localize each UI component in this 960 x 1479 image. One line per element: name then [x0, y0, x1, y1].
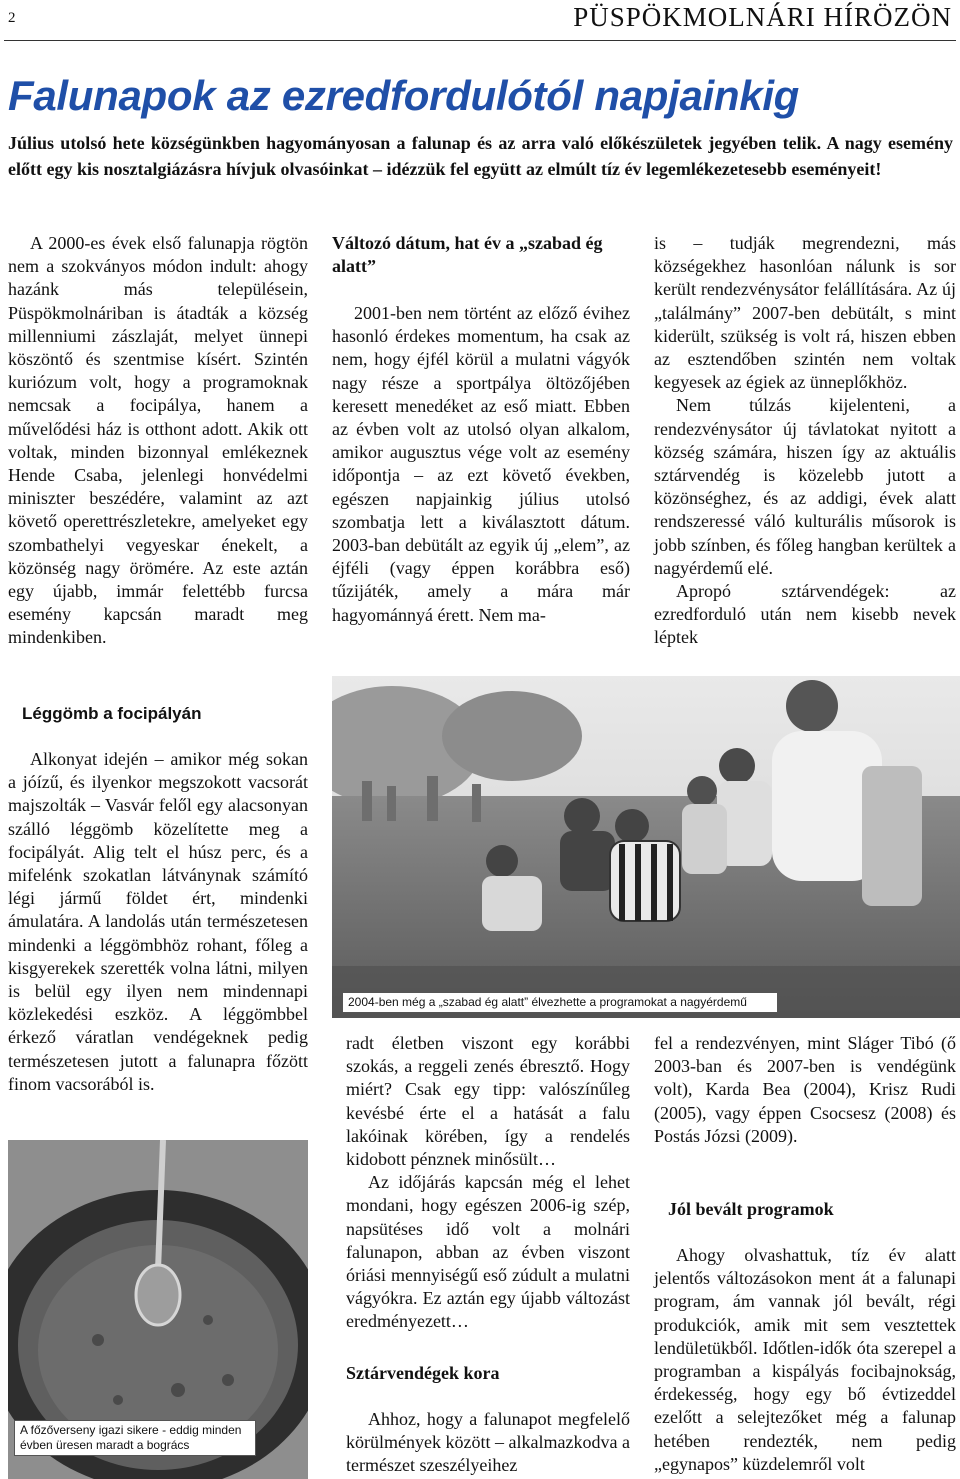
pot-photo — [8, 1140, 308, 1479]
article-lead: Július utolsó hete községünkben hagyományosan a falunap és az arra való előkészületek jegyében telik. A nagy esemény előtt egy kis nosztalgiázásra hívjuk olvasóinkat – idézzük fel együtt az elmúlt tíz év legemlékezetesebb eseményeit! — [8, 133, 953, 179]
column-3-bottom — [654, 1032, 956, 1148]
subhead-programs: Jól bevált programok — [668, 1199, 834, 1219]
festival-photo-image — [332, 676, 960, 1018]
paragraph: 2001-ben nem történt az előző évihez hasonló érdekes momentum, ha csak az nem, hogy éjfél körül a mulatni vágyók nagy része a sportpálya öltözőjében keresett menedéket az eső miatt. Ebben az évben volt az utolsó olyan alkalom, amikor augusztus vége volt az esemény időpontja – az ezt követő években, egészen napjainkig július utolsó szombatja lett a kiválasztott dátum. 2003-ban debütált az egyik új „elem”, az éjféli (vagy éppen korábbra eső) tűzijáték, amely a mára már hagyománnyá érett. Nem ma- — [332, 303, 630, 625]
column-1-bottom — [8, 748, 308, 1096]
subhead-balloon: Léggömb a focipályán — [22, 704, 202, 723]
subhead-stars: Sztárvendégek kora — [346, 1363, 500, 1383]
masthead: PÜSPÖKMOLNÁRI HÍRÖZÖN — [573, 2, 952, 32]
paragraph: A 2000-es évek első falunapja rögtön nem a szokványos módon indult: ahogy hazánk más településein, Püspökmolnáriban is átadták a község millenniumi zászlaját, melyet ünnepi köszöntő és szentmise kísért. Szintén kuriózum volt, hogy a programoknak nemcsak a focipálya, hanem a művelődési ház is otthont adott. Akik ott voltak, minden bizonnyal emlékeznek Hende Csaba, jelenlegi honvédelmi miniszter beszédére, valamint az azt követő operettrészletekre, amelyeket egy szombathelyi vegyeskar énekelt, a közönség nagy örömére. Az este aztán egy újabb, immár felettébb furcsa esemény kapcsán maradt meg mindenkiben. — [8, 233, 308, 648]
paragraph: fel a rendezvényen, mint Sláger Tibó (ő 2003-ban és 2007-ben is vendégünk volt), Karda Bea (2004), Krisz Rudi (2005), vagy éppen Csocsesz (2008) és Postás Józsi (2009). — [654, 1033, 956, 1146]
column-2-bottom — [346, 1032, 630, 1334]
subhead-date: Változó dátum, hat év a „szabad ég alatt” — [332, 233, 603, 276]
paragraph: is – tudják megrendezni, más községekhez hasonlóan nálunk is sor került rendezvénysátor felállítására. Az új „találmány” 2007-ben debütált, s mint kiderült, szükség is volt rá, hiszen ebben az esztendőben szintén nem voltak kegyesek az égiek az ünneplőkhöz. — [654, 233, 956, 393]
paragraph: Ahhoz, hogy a falunapot megfelelő körülmények között – alkalmazkodva a természet szeszélyeihez — [346, 1409, 630, 1476]
paragraph: Ahogy olvashattuk, tíz év alatt jelentős változásokon ment át a falunapi program, ám vannak jól bevált, régi produkciók, amik mit sem vesztettek lendületükből. Időtlen-idők óta szerepel a programban a kispályás focibajnokság, érdekesség, hogy egy bő évtizeddel ezelőtt a selejtezőket még a falunap hetében rendezték, nem pedig „egynapos” küzdelemről volt — [654, 1245, 956, 1474]
column-1-top — [8, 232, 308, 650]
column-3-top — [654, 232, 956, 650]
photo-caption: 2004-ben még a „szabad ég alatt” élvezhette a programokat a nagyérdemű — [342, 992, 778, 1013]
column-3-end — [654, 1244, 956, 1476]
column-2-top — [332, 302, 630, 627]
column-2-end — [346, 1408, 630, 1478]
paragraph: Nem túlzás kijelenteni, a rendezvénysátor új távlatokat nyitott a község számára, hiszen így az aktuális sztárvendég is közelebb jutott a közönséghez, és az addigi, évek alatt rendszeressé váló kulturális műsorok is jobb színben, és főleg hangban kerültek a nagyérdemű elé. — [654, 395, 956, 578]
pot-photo-caption: A főzőverseny igazi sikere - eddig minden évben üresen maradt a bogrács — [14, 1420, 256, 1456]
page-number: 2 — [8, 10, 16, 26]
header-rule — [4, 40, 956, 41]
paragraph: radt életben viszont egy korábbi szokás, a reggeli zenés ébresztő. Hogy miért? Csak egy tipp: valószínűleg kevésbé érte el a hatását a falu lakóinak körében, így a rendelés kidobott pénznek minősült… — [346, 1033, 630, 1170]
festival-photo — [332, 676, 960, 1018]
paragraph: Apropó sztárvendégek: az ezredforduló után nem kisebb nevek léptek — [654, 581, 956, 648]
paragraph: Alkonyat idején – amikor még sokan a jóízű, és ilyenkor megszokott vacsorát majszolták – Vasvár felől egy alacsonyan szálló léggömb közelítette meg a focipályát. Alig telt el húsz perc, és a mifelénk szokatlan látványnak számító légi jármű földet ért, mindenki ámulatára. A landolás után természetesen mindenki a léggömbhöz rohant, főleg a kisgyerekek szerették volna látni, milyen is belül egy ilyen nem mindennapi közlekedési eszköz. A léggömbbel érkező váratlan vendégeknek pedig természetesen jutott a falunapra főzött finom vacsorából is. — [8, 749, 308, 1094]
article-title: Falunapok az ezredfordulótól napjainkig — [8, 72, 800, 119]
paragraph: Az időjárás kapcsán még el lehet mondani, hogy egészen 2006-ig szép, napsütéses idő volt a molnári falunapon, abban az évben viszont óriási mennyiségű eső zúdult a mulatni vágyókra. Ez aztán egy újabb változást eredményezett… — [346, 1172, 630, 1332]
